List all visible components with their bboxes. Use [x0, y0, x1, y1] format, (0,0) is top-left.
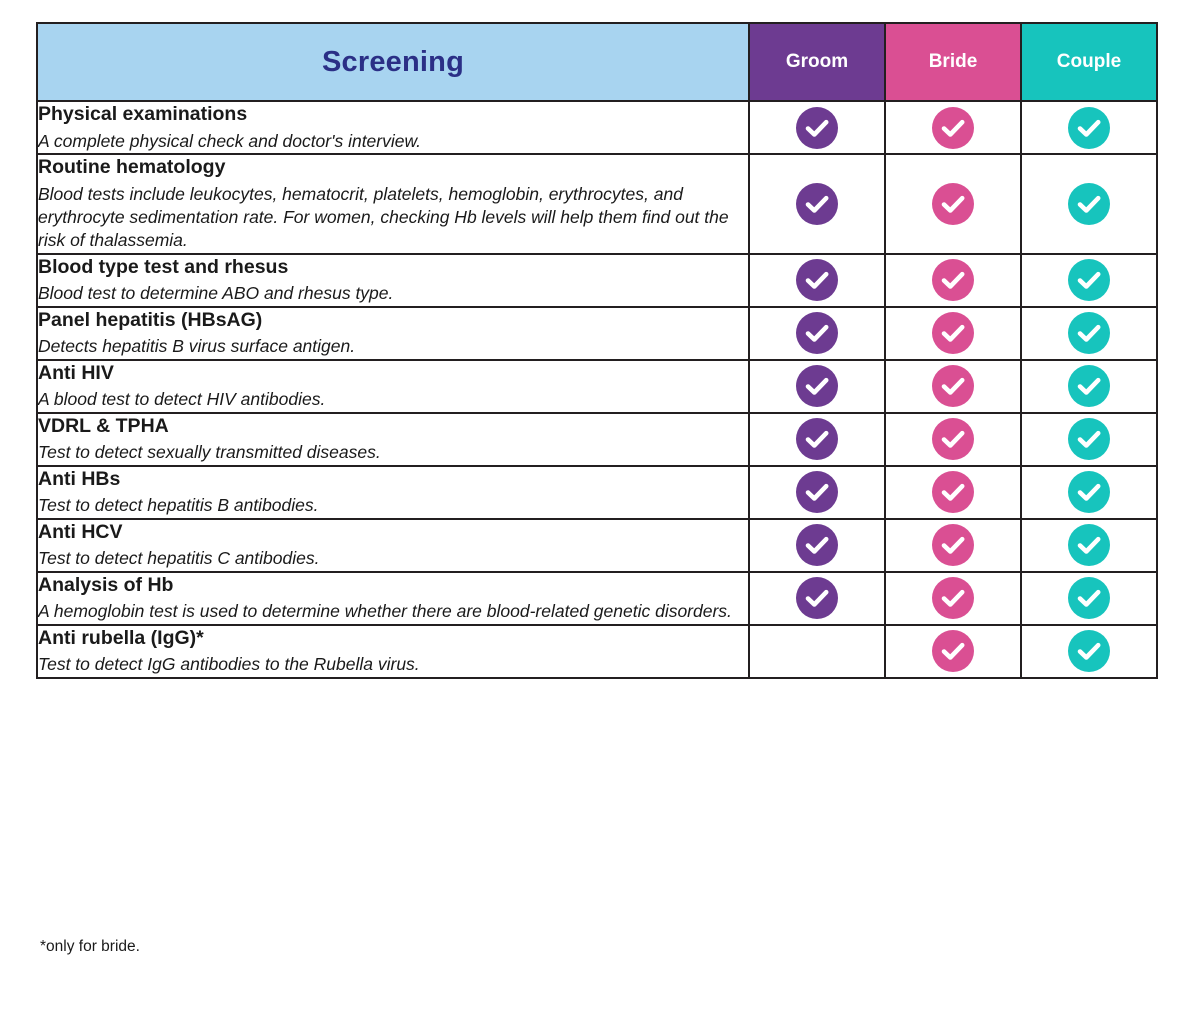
table-row — [37, 254, 1157, 307]
check-icon — [932, 630, 974, 672]
check-icon — [796, 259, 838, 301]
screening-title: Analysis of Hb — [38, 573, 174, 596]
bride-cell — [885, 307, 1021, 360]
check-icon — [1068, 183, 1110, 225]
couple-cell — [1021, 466, 1157, 519]
check-icon — [1068, 577, 1110, 619]
groom-cell — [749, 154, 885, 254]
groom-cell — [749, 572, 885, 625]
bride-cell — [885, 101, 1021, 154]
couple-cell — [1021, 307, 1157, 360]
empty-cell-marker — [796, 630, 838, 672]
footnote: *only for bride. — [40, 938, 140, 955]
table-row — [37, 307, 1157, 360]
screening-cell — [37, 154, 749, 254]
bride-cell — [885, 254, 1021, 307]
check-icon — [932, 577, 974, 619]
screening-title: Anti HBs — [38, 467, 121, 490]
screening-description: A complete physical check and doctor's interview. — [38, 130, 422, 151]
screening-cell — [37, 519, 749, 572]
check-icon — [1068, 312, 1110, 354]
bride-cell — [885, 625, 1021, 678]
groom-cell — [749, 307, 885, 360]
column-header-groom: Groom — [749, 23, 885, 101]
couple-cell — [1021, 625, 1157, 678]
screening-description: Blood tests include leukocytes, hematocrit, platelets, hemoglobin, erythrocytes, and erythrocyte sedimentation rate. For women, checking Hb levels will help them find out the risk of thalassemia. — [38, 183, 729, 251]
check-icon — [796, 107, 838, 149]
screening-description: Detects hepatitis B virus surface antigen. — [38, 336, 356, 357]
check-icon — [932, 418, 974, 460]
check-icon — [1068, 471, 1110, 513]
screening-description: Blood test to determine ABO and rhesus type. — [38, 283, 394, 304]
check-icon — [1068, 630, 1110, 672]
couple-cell — [1021, 519, 1157, 572]
screening-cell — [37, 466, 749, 519]
column-header-couple: Couple — [1021, 23, 1157, 101]
groom-cell — [749, 360, 885, 413]
table-row — [37, 101, 1157, 154]
screening-cell — [37, 307, 749, 360]
screening-cell — [37, 360, 749, 413]
check-icon — [1068, 524, 1110, 566]
couple-cell — [1021, 254, 1157, 307]
check-icon — [1068, 418, 1110, 460]
bride-cell — [885, 519, 1021, 572]
couple-cell — [1021, 572, 1157, 625]
table-header — [37, 23, 1157, 101]
screening-table — [36, 22, 1158, 679]
check-icon — [932, 312, 974, 354]
check-icon — [932, 107, 974, 149]
check-icon — [932, 524, 974, 566]
column-header-screening: Screening — [37, 23, 749, 101]
screening-title: Physical examinations — [38, 103, 248, 125]
check-icon — [796, 312, 838, 354]
screening-title: Anti HCV — [38, 520, 123, 543]
bride-cell — [885, 466, 1021, 519]
groom-cell — [749, 413, 885, 466]
couple-cell — [1021, 413, 1157, 466]
bride-cell — [885, 413, 1021, 466]
screening-cell — [37, 625, 749, 678]
couple-cell — [1021, 360, 1157, 413]
screening-title: Anti rubella (IgG)* — [38, 626, 204, 649]
groom-cell — [749, 519, 885, 572]
table-row — [37, 519, 1157, 572]
groom-cell — [749, 466, 885, 519]
table-row — [37, 413, 1157, 466]
screening-description: A hemoglobin test is used to determine whether there are blood-related genetic disorders. — [38, 601, 732, 622]
check-icon — [932, 183, 974, 225]
screening-cell — [37, 572, 749, 625]
table-body — [37, 101, 1157, 678]
check-icon — [796, 183, 838, 225]
check-icon — [932, 365, 974, 407]
check-icon — [796, 418, 838, 460]
column-header-bride: Bride — [885, 23, 1021, 101]
table-row — [37, 466, 1157, 519]
table-row — [37, 360, 1157, 413]
check-icon — [932, 259, 974, 301]
screening-table-container — [36, 22, 1156, 679]
screening-description: Test to detect sexually transmitted diseases. — [38, 442, 381, 463]
check-icon — [796, 577, 838, 619]
check-icon — [796, 471, 838, 513]
couple-cell — [1021, 101, 1157, 154]
bride-cell — [885, 360, 1021, 413]
bride-cell — [885, 154, 1021, 254]
check-icon — [1068, 107, 1110, 149]
screening-title: Anti HIV — [38, 361, 114, 384]
screening-cell — [37, 413, 749, 466]
screening-title: Routine hematology — [38, 156, 226, 178]
couple-cell — [1021, 154, 1157, 254]
groom-cell — [749, 625, 885, 678]
table-row — [37, 625, 1157, 678]
screening-cell — [37, 254, 749, 307]
table-row — [37, 572, 1157, 625]
screening-description: Test to detect IgG antibodies to the Rubella virus. — [38, 654, 420, 675]
check-icon — [1068, 365, 1110, 407]
bride-cell — [885, 572, 1021, 625]
groom-cell — [749, 254, 885, 307]
check-icon — [796, 365, 838, 407]
screening-description: A blood test to detect HIV antibodies. — [38, 389, 326, 410]
groom-cell — [749, 101, 885, 154]
check-icon — [932, 471, 974, 513]
screening-description: Test to detect hepatitis B antibodies. — [38, 495, 319, 516]
check-icon — [1068, 259, 1110, 301]
table-row — [37, 154, 1157, 254]
screening-cell — [37, 101, 749, 154]
table-header-row — [37, 23, 1157, 101]
check-icon — [796, 524, 838, 566]
screening-title: Blood type test and rhesus — [38, 255, 289, 278]
screening-title: VDRL & TPHA — [38, 414, 169, 437]
screening-description: Test to detect hepatitis C antibodies. — [38, 548, 320, 569]
screening-title: Panel hepatitis (HBsAG) — [38, 308, 263, 331]
